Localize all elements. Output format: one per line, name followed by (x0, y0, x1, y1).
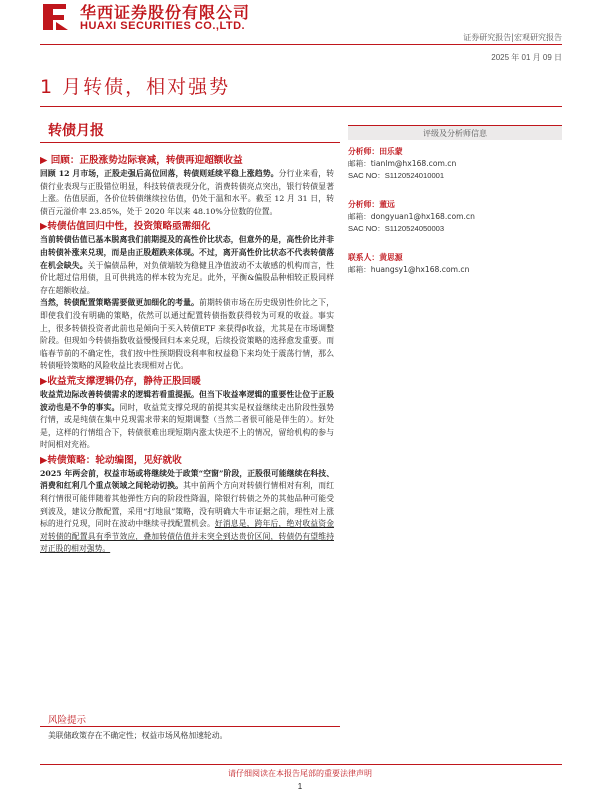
report-type: 转债月报 (48, 123, 104, 139)
report-type-divider (40, 142, 340, 143)
paragraph (40, 234, 334, 297)
analyst-email[interactable]: 邮箱：dongyuan1@hx168.com.cn (348, 212, 475, 221)
section-yield (40, 375, 334, 452)
brand-name-en: HUAXI SECURITIES CO.,LTD. (80, 20, 246, 32)
paragraph-body: 其中前两个方向对转债行情相对有利，而红利行情很可能伴随着其他弹性方向的阶段性降温，除银行转债之外的其他品种可能受到波及，建议分散配置，采用“打地鼠”策略，没有明确大牛市证据之前，理性对上涨标的进行兑现，同时在波动中继续寻找配置机会。 (40, 481, 335, 529)
analyst-card (348, 146, 562, 181)
paragraph-note: 好消息是，跨年后，绝对收益资金对转债的配置具有季节效应，叠加转债估值并未突全到达贵价区间，转债仍有望维持对正股的相对强势。 (40, 519, 335, 554)
section-valuation (40, 220, 334, 373)
section-strategy (40, 454, 334, 556)
paragraph-body: 同时，收益荒支撑兑现的前提其实是权益继续走出阶段性强势行情，或是纯债在集中兑现需求带来的短期调整（当然二者很可能是伴生的）。好处是，这样的行情组合下，转债很难出现短期内涨太快逆不上的情况，留给机构的参与时间相对充裕。 (40, 402, 334, 450)
paragraph-body: 前期转债市场在历史级别性价比之下，即使我们没有明确的策略，依然可以通过配置转债指数获得较为可观的收益。事实上，很多转债投资者此前也是倾向于买入转债ETF 来获得β收益，尤其是在市场调整阶段。但现如今转债指数收益慢慢回归本来兑现，后续投资策略的选择愈发重要。而临春节前的不确定性，我们按中性预期假设利率和权益稳下来均处于震荡行情，那么转债哑铃策略的风险收益比表现相对占优。 (40, 298, 334, 371)
risk-text: 美联储政策存在不确定性；权益市场风格加速轮动。 (48, 731, 228, 740)
analyst-sac: SAC NO：S1120524010001 (348, 170, 445, 180)
contact-name: 联系人：黄思源 (348, 253, 403, 262)
analyst-name: 分析师：董远 (348, 200, 395, 209)
paragraph-lead: 回顾 12 月市场，正股走强后高位回落，转债则延续平稳上涨趋势。 (40, 169, 279, 178)
section-heading: ▶ 回顾：正股涨势边际衰减，转债再迎超额收益 (40, 155, 243, 166)
analyst-card (348, 199, 562, 234)
section-heading: ▶转债策略：轮动编图，见好就收 (40, 454, 182, 466)
paragraph-lead: 当前转债估值已基本脱离我们前期提及的高性价比状态，但意外的是，高性价比并非由转债补涨来兑现，而是由正股超跌来体现。不过，离开高性价比状态不代表转债落在机会缺失。 (40, 235, 334, 270)
header-divider (40, 44, 562, 45)
report-date: 2025 年 01 月 09 日 (491, 53, 562, 62)
paragraph (40, 468, 334, 556)
contact-email[interactable]: 邮箱：huangsy1@hx168.com.cn (348, 265, 470, 274)
risk-divider (40, 726, 340, 727)
footer-divider (40, 764, 562, 765)
paragraph (40, 297, 334, 373)
brand-name-cn: 华西证券股份有限公司 (80, 3, 251, 22)
analyst-sac: SAC NO：S1120524050003 (348, 223, 445, 233)
title-divider (40, 106, 562, 107)
paragraph (40, 168, 334, 218)
analyst-email[interactable]: 邮箱：tianlm@hx168.com.cn (348, 159, 457, 168)
paragraph-body: 分行业来看，转债行业表现与正股错位明显，科技转债表现分化，消费转债亮点突出，银行转债显著上涨。估值层面，各价位转债继续拉估值，仍处于温和水平。截至 12 月 31 日，转债百元溢价率 23.85%，处于 2020 年以来 48.10%分位数的位置。 (40, 169, 335, 216)
paragraph-lead: 收益荒边际改善转债需求的逻辑若看重提振。但当下收益率逻辑的重要性让位于正股波动也是不争的事实。 (40, 389, 334, 412)
paragraph-lead: 2025 年两会前，权益市场或将继续处于政策“空窗”阶段，正股很可能继续在科技、消费和红利几个重点领域之间轮动切换。 (40, 468, 334, 491)
footer-disclaimer: 请仔细阅读在本报告尾部的重要法律声明 (228, 769, 372, 778)
paragraph-body: 关于偏债品种，对负债端较为稳健且净值波动不太敏感的机构而言，性价比超过信用债，且可供挑选的样本较为充足。此外，平衡&偏股品种相较正股同样存在超额收益。 (40, 260, 334, 295)
paragraph-lead: 当然，转债配置策略需要做更加细化的考量。 (40, 298, 199, 308)
analyst-name: 分析师：田乐蒙 (348, 147, 403, 156)
analyst-sidebar (348, 125, 562, 276)
section-heading: ▶转债估值回归中性，投资策略亟需细化 (40, 221, 211, 233)
main-content (40, 152, 334, 556)
paragraph (40, 389, 334, 452)
huaxi-logo-icon (40, 2, 70, 32)
page-title: 1 月转债，相对强势 (40, 76, 231, 98)
section-heading: ▶收益荒支撑逻辑仍存，静待正股回暖 (40, 375, 201, 387)
sidebar-title: 评级及分析师信息 (348, 125, 562, 140)
contact-card (348, 252, 562, 276)
risk-title: 风险提示 (48, 715, 87, 726)
page-number: 1 (297, 782, 303, 791)
report-category: 证券研究报告|宏观研究报告 (463, 33, 562, 42)
section-review (40, 154, 334, 218)
